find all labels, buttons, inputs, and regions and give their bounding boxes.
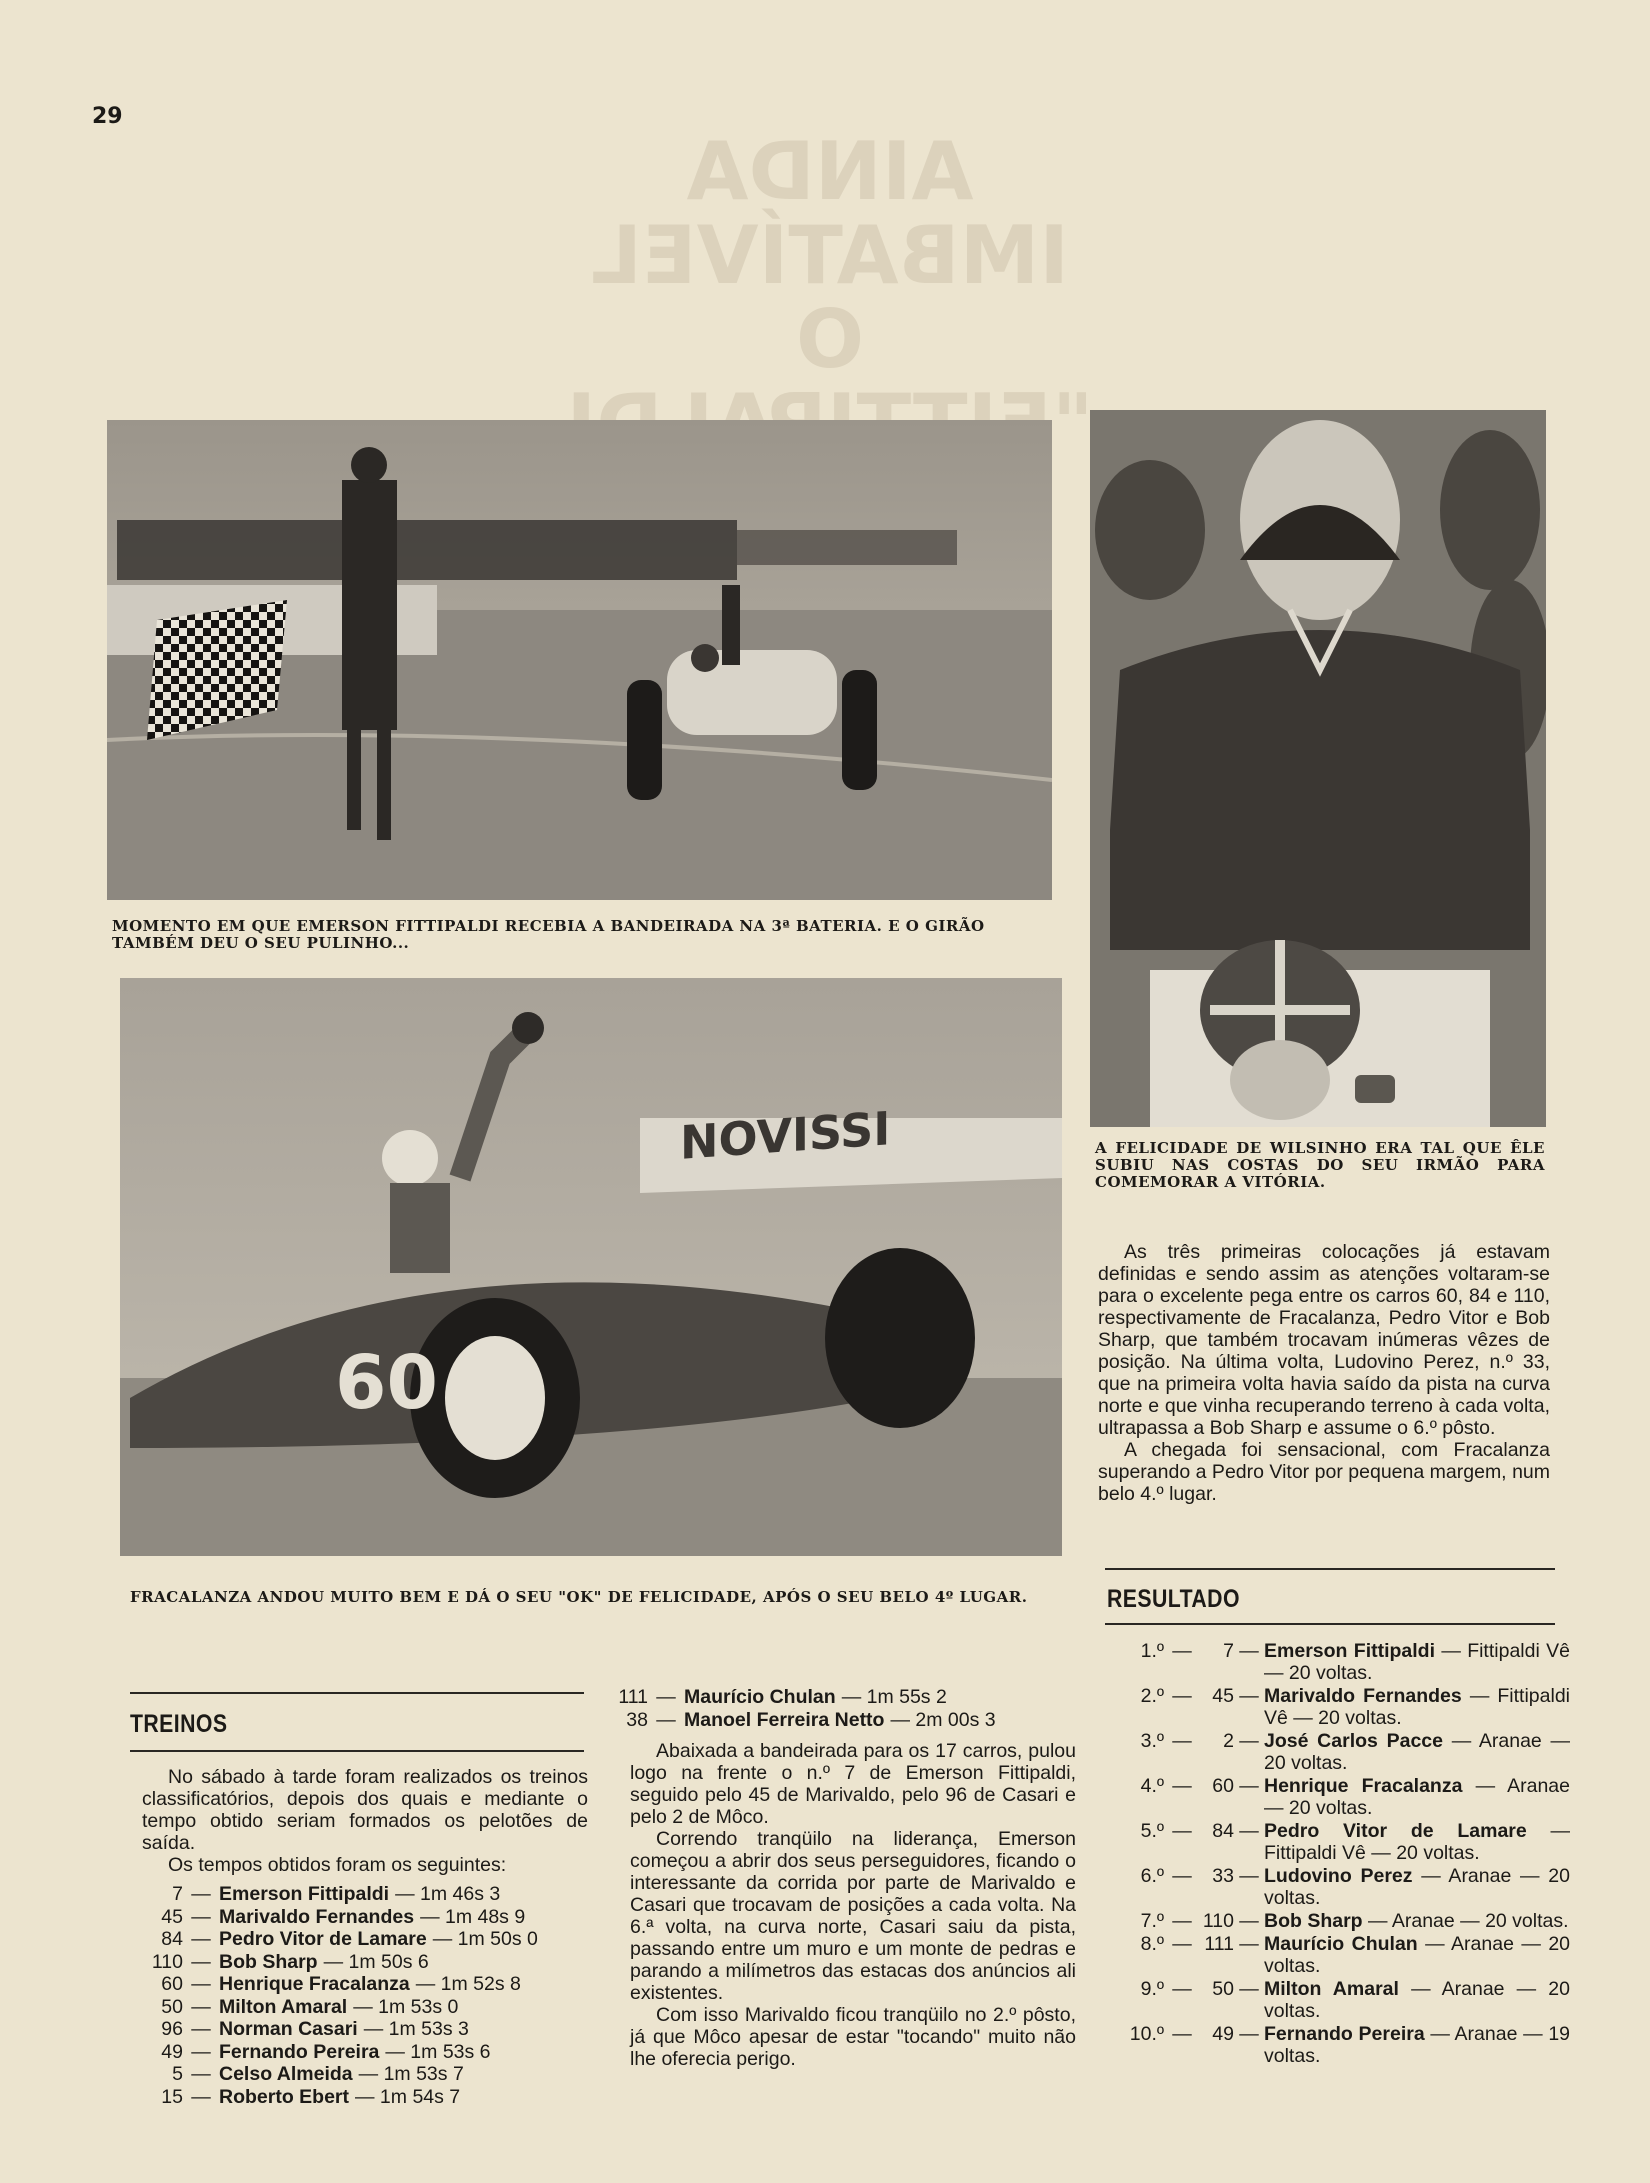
separator: —: [1172, 1640, 1192, 1662]
caption-photo-2: A FELICIDADE DE WILSINHO ERA TAL QUE ÊLE SUBIU NAS COSTAS DO SEU IRMÃO PARA COMEMORAR A VITÓRIA.: [1095, 1139, 1545, 1191]
result-description: [1264, 1910, 1570, 1932]
result-description: [1264, 1865, 1570, 1909]
separator: —: [1172, 1730, 1192, 1752]
race-report: Abaixada a bandeirada para os 17 carros, pulou logo na frente o n.º 7 de Emerson Fittipaldi, seguido pelo 45 de Marivaldo, pelo 96 de Casari e pelo 2 de Môco. Correndo tranqüilo na liderança, Emerson começou a abrir dos seus perseguidores, ficando o interessante da corrida por parte de Marivaldo e Casari que trocavam de posições a cada volta. Na 6.ª volta, na curva norte, Casari saiu da pista, passando entre um muro e um monte de pedras e parando a milímetros das estacas dos anúncios ali existentes. Com isso Marivaldo ficou tranqüilo no 2.º pôsto, já que Môco apesar de estar "tocando" muito não lhe oferecia perigo.: [630, 1740, 1076, 2070]
result-description: [1264, 1978, 1570, 2022]
driver-name: Fernando Pereira: [1264, 2023, 1425, 2045]
car-number: 50: [161, 1995, 183, 2018]
driver-name: Bob Sharp: [1264, 1910, 1363, 1932]
car-number: 50: [1212, 1978, 1234, 2000]
driver-name: Maurício Chulan: [1264, 1933, 1418, 1955]
separator: —: [1172, 1685, 1192, 1707]
result-description: [1264, 2023, 1570, 2067]
treinos-times-list: [135, 1883, 595, 2108]
separator: —: [1172, 1910, 1192, 1932]
car-and-laps: — Aranae — 20 voltas.: [1264, 1775, 1570, 1819]
driver-name: Emerson Fittipaldi: [219, 1883, 390, 1905]
finish-position: 5.º: [1140, 1820, 1164, 1842]
photo-checkered-flag: [107, 420, 1052, 900]
finish-position: 10.º: [1129, 2023, 1164, 2045]
car-number: 49: [1212, 2023, 1234, 2045]
driver-name: Emerson Fittipaldi: [1264, 1640, 1436, 1662]
lap-time: — 1m 53s 7: [358, 2063, 464, 2085]
result-description: [1264, 1640, 1570, 1684]
lap-time: — 1m 50s 0: [432, 1928, 538, 1950]
car-number: 96: [161, 2018, 183, 2040]
separator: —: [191, 1950, 211, 1973]
car-and-laps: — Aranae — 20 voltas.: [1264, 1730, 1571, 1774]
lap-time: — 2m 00s 3: [890, 1708, 996, 1731]
lap-time: — 1m 55s 2: [841, 1686, 947, 1708]
car-number: 2: [1223, 1730, 1234, 1752]
car-and-laps: — Aranae — 19 voltas.: [1264, 2023, 1571, 2067]
lap-time: — 1m 53s 0: [353, 1995, 459, 2018]
car-number: 60: [161, 1973, 183, 1995]
separator: —: [1239, 1685, 1259, 1707]
result-row: [1100, 1730, 1570, 1774]
driver-name: Manoel Ferreira Netto: [684, 1708, 885, 1731]
separator: —: [1239, 1910, 1259, 1932]
separator: —: [1172, 1775, 1192, 1797]
finish-position: 8.º: [1140, 1933, 1164, 1955]
treinos-top-rule: [130, 1692, 584, 1694]
result-description: [1264, 1775, 1570, 1819]
car-number: 110: [151, 1950, 183, 1973]
car-number: 84: [161, 1928, 183, 1950]
finish-position: 1.º: [1140, 1640, 1164, 1662]
car-number: 45: [1212, 1685, 1234, 1707]
result-description: [1264, 1685, 1570, 1729]
photo-brothers-celebrating: [1090, 410, 1546, 1127]
treinos-heading: TREINOS: [130, 1710, 228, 1738]
driver-name: Milton Amaral: [1264, 1978, 1399, 2000]
show-through-title: AINDA IMBATÍVEL O: [591, 125, 1069, 386]
result-description: [1264, 1730, 1570, 1774]
driver-name: Fernando Pereira: [219, 2040, 380, 2063]
treinos-times-continued: [600, 1686, 1080, 1731]
practice-time-row: [135, 1883, 595, 1906]
lap-time: — 1m 53s 6: [385, 2040, 491, 2063]
practice-time-row: [135, 1996, 595, 2019]
car-number: 49: [161, 2040, 183, 2063]
driver-name: Celso Almeida: [219, 2063, 353, 2085]
result-row: [1100, 1640, 1570, 1684]
separator: —: [191, 1973, 211, 1995]
separator: —: [1239, 1730, 1259, 1752]
finish-position: 4.º: [1140, 1775, 1164, 1797]
practice-time-row: [135, 2063, 595, 2086]
treinos-intro: No sábado à tarde foram realizados os treinos classificatórios, depois dos quais e mediante o tempo obtido seriam formados os pelotões de saída. Os tempos obtidos foram os seguintes:: [142, 1766, 588, 1876]
lap-time: — 1m 53s 3: [363, 2018, 469, 2040]
photo-fracalanza-car: [120, 978, 1062, 1556]
result-row: [1100, 1978, 1570, 2022]
car-number: 38: [626, 1708, 648, 1731]
car-and-laps: — Aranae — 20 voltas.: [1264, 1865, 1570, 1909]
separator: —: [1239, 2023, 1259, 2045]
car-number: 60: [1212, 1775, 1234, 1797]
result-description: [1264, 1933, 1570, 1977]
car-and-laps: — Aranae — 20 voltas.: [1368, 1910, 1569, 1932]
resultado-top-rule: [1105, 1568, 1555, 1570]
car-number: 111: [1204, 1933, 1234, 1955]
result-row: [1100, 1775, 1570, 1819]
driver-name: Norman Casari: [219, 2018, 358, 2040]
separator: —: [191, 1883, 211, 1905]
car-and-laps: — Fittipaldi Vê — 20 voltas.: [1264, 1640, 1570, 1684]
separator: —: [1239, 1820, 1259, 1842]
car-number: 84: [1212, 1820, 1234, 1842]
separator: —: [1239, 1640, 1259, 1662]
car-number: 15: [161, 2085, 183, 2108]
car-number: 7: [172, 1883, 183, 1905]
car-and-laps: — Aranae — 20 voltas.: [1264, 1933, 1571, 1977]
separator: —: [1172, 1820, 1192, 1842]
driver-name: Henrique Fracalanza: [219, 1973, 410, 1995]
car-number: 110: [1202, 1910, 1234, 1932]
separator: —: [1172, 1978, 1192, 2000]
practice-time-row: [135, 2086, 595, 2109]
separator: —: [191, 1995, 211, 2018]
practice-time-row: [135, 2018, 595, 2041]
driver-name: Bob Sharp: [219, 1950, 318, 1973]
page-number: 29: [92, 104, 123, 129]
lap-time: — 1m 54s 7: [355, 2085, 461, 2108]
separator: —: [1172, 1933, 1192, 1955]
car-number: 33: [1212, 1865, 1234, 1887]
separator: —: [1239, 1978, 1259, 2000]
separator: —: [191, 2018, 211, 2040]
separator: —: [1239, 1775, 1259, 1797]
driver-name: Maurício Chulan: [684, 1686, 836, 1708]
driver-name: Henrique Fracalanza: [1264, 1775, 1463, 1797]
driver-name: Roberto Ebert: [219, 2085, 350, 2108]
result-row: [1100, 1933, 1570, 1977]
separator: —: [191, 1928, 211, 1950]
result-description: [1264, 1820, 1570, 1864]
finish-position: 3.º: [1140, 1730, 1164, 1752]
result-row: [1100, 1820, 1570, 1864]
car-and-laps: — Fittipaldi Vê — 20 voltas.: [1264, 1820, 1570, 1864]
practice-time-row: [135, 2041, 595, 2064]
lap-time: — 1m 52s 8: [415, 1973, 521, 1995]
resultado-heading: RESULTADO: [1107, 1585, 1240, 1613]
result-row: [1100, 1865, 1570, 1909]
resultado-bottom-rule: [1105, 1623, 1555, 1625]
finish-position: 6.º: [1140, 1865, 1164, 1887]
driver-name: José Carlos Pacce: [1264, 1730, 1443, 1752]
separator: —: [191, 2040, 211, 2063]
caption-photo-3: FRACALANZA ANDOU MUITO BEM E DÁ O SEU "OK" DE FELICIDADE, APÓS O SEU BELO 4º LUGAR.: [130, 1588, 1028, 1606]
finish-position: 9.º: [1140, 1978, 1164, 2000]
separator: —: [656, 1686, 676, 1708]
driver-name: Pedro Vitor de Lamare: [1264, 1820, 1527, 1842]
result-row: [1100, 1685, 1570, 1729]
finish-position: 2.º: [1140, 1685, 1164, 1707]
practice-time-row: [135, 1951, 595, 1974]
car-number: 5: [172, 2063, 183, 2085]
race-report-continued: As três primeiras colocações já estavam definidas e sendo assim as atenções voltaram-se para o excelente pega entre os carros 60, 84 e 110, respectivamente de Fracalanza, Pedro Vitor e Bob Sharp, que também trocavam inúmeras vêzes de posição. Na última volta, Ludovino Perez, n.º 33, que na primeira volta havia saído da pista na curva norte e que vinha recuperando terreno à cada volta, ultrapassa a Bob Sharp e assume o 6.º pôsto. A chegada foi sensacional, com Fracalanza superando a Pedro Vitor por pequena margem, num belo 4.º lugar.: [1098, 1241, 1550, 1505]
car-number: 60: [335, 1340, 438, 1426]
car-number: 45: [161, 1905, 183, 1928]
practice-time-row: [135, 1928, 595, 1951]
practice-time-row: [600, 1686, 1080, 1709]
practice-time-row: [600, 1709, 1080, 1732]
practice-time-row: [135, 1906, 595, 1929]
separator: —: [1172, 2023, 1192, 2045]
driver-name: Pedro Vitor de Lamare: [219, 1928, 427, 1950]
separator: —: [656, 1708, 676, 1731]
finish-position: 7.º: [1140, 1910, 1164, 1932]
separator: —: [1239, 1933, 1259, 1955]
caption-photo-1: MOMENTO EM QUE EMERSON FITTIPALDI RECEBIA A BANDEIRADA NA 3ª BATERIA. E O GIRÃO TAMBÉM DEU O SEU PULINHO...: [112, 917, 985, 952]
resultado-table: [1100, 1640, 1570, 2068]
driver-name: Marivaldo Fernandes: [219, 1905, 415, 1928]
car-number: 111: [618, 1686, 648, 1708]
separator: —: [191, 2085, 211, 2108]
separator: —: [1239, 1865, 1259, 1887]
lap-time: — 1m 50s 6: [323, 1950, 429, 1973]
driver-name: Ludovino Perez: [1264, 1865, 1413, 1887]
lap-time: — 1m 48s 9: [420, 1905, 526, 1928]
lap-time: — 1m 46s 3: [395, 1883, 501, 1905]
separator: —: [191, 2063, 211, 2085]
result-row: [1100, 2023, 1570, 2067]
practice-time-row: [135, 1973, 595, 1996]
separator: —: [191, 1905, 211, 1928]
driver-name: Milton Amaral: [219, 1995, 348, 2018]
banner-text: NOVISSI: [680, 1101, 891, 1170]
treinos-bottom-rule: [130, 1750, 584, 1752]
result-row: [1100, 1910, 1570, 1932]
car-number: 7: [1223, 1640, 1234, 1662]
car-and-laps: — Fittipaldi Vê — 20 voltas.: [1264, 1685, 1571, 1729]
separator: —: [1172, 1865, 1192, 1887]
car-and-laps: — Aranae — 20 voltas.: [1264, 1978, 1570, 2022]
driver-name: Marivaldo Fernandes: [1264, 1685, 1462, 1707]
